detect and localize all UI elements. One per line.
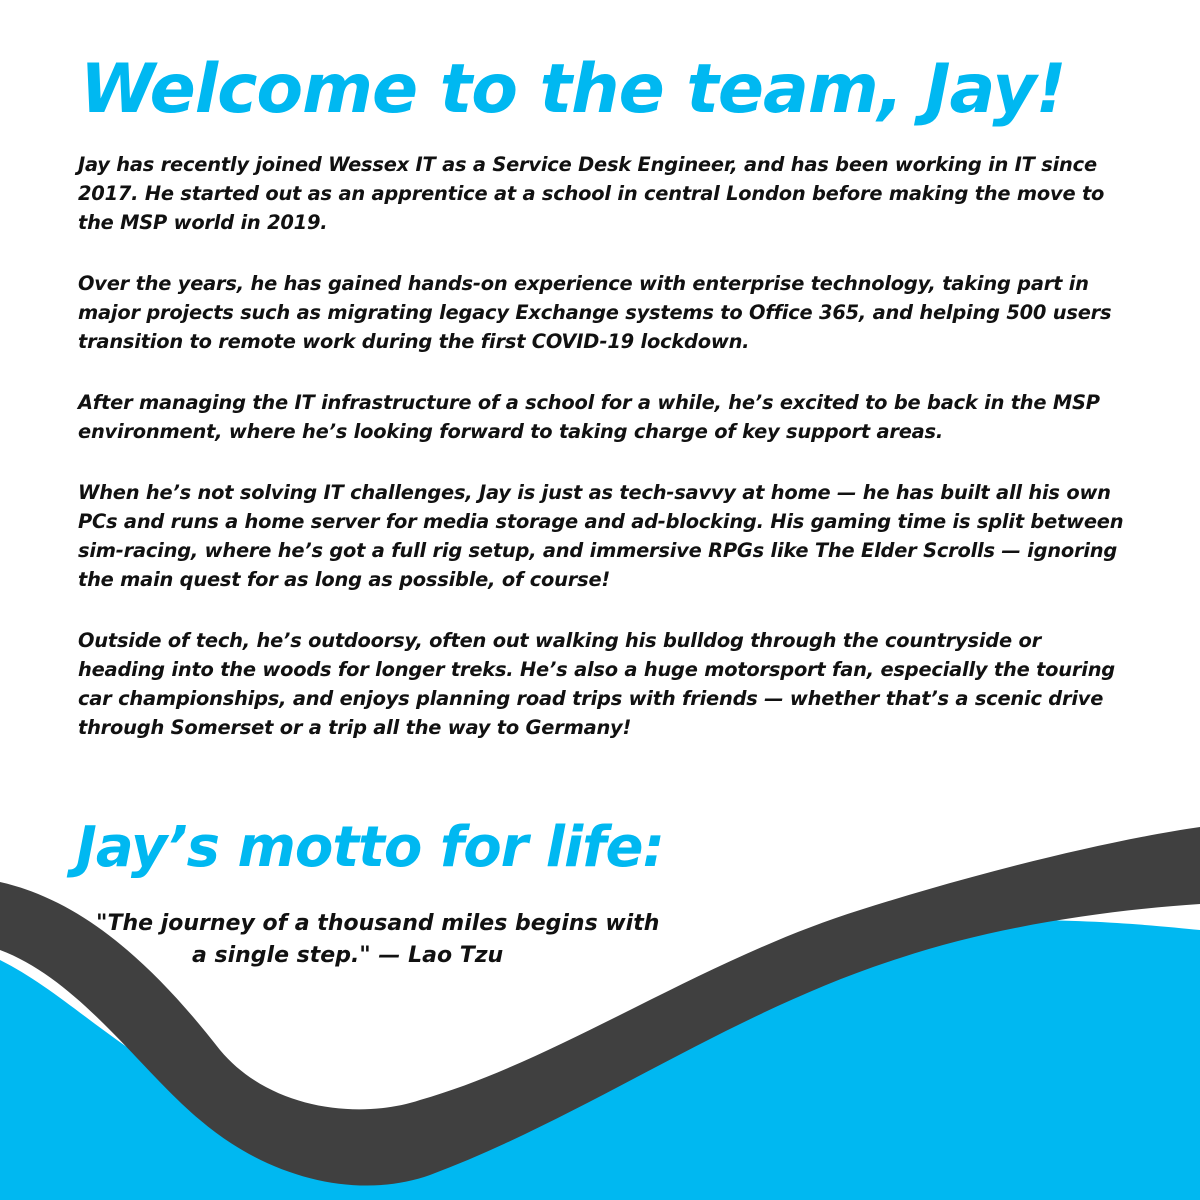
bio-paragraph-hobbies: When he’s not solving IT challenges, Jay is just as tech-savvy at home — he has built all his own PCs and runs a home server for media storage and ad-blocking. His gaming time is split between sim-racing, where he’s got a full rig setup, and immersive RPGs like The Elder Scrolls — ignoring the main quest for as long as possible, of course! bbox=[78, 481, 1124, 591]
quote-line-1: "The journey of a thousand miles begins with bbox=[96, 911, 660, 936]
bio-paragraph-experience: Over the years, he has gained hands-on experience with enterprise technology, taking part in major projects such as migrating legacy Exchange systems to Office 365, and helping 500 users transition to remote work during the first COVID-19 lockdown. bbox=[78, 272, 1112, 353]
quote-line-2: a single step." — Lao Tzu bbox=[192, 943, 504, 968]
bio-paragraph-role: Jay has recently joined Wessex IT as a Service Desk Engineer, and has been working in IT since 2017. He started out as an apprentice at a school in central London before making the move to the MSP world in 2019. bbox=[78, 153, 1105, 234]
bio-paragraph-outdoors: Outside of tech, he’s outdoorsy, often out walking his bulldog through the countryside or heading into the woods for longer treks. He’s also a huge motorsport fan, especially the touring car championships, and enjoys planning road trips with friends — whether that’s a scenic drive through Somerset or a trip all the way to Germany! bbox=[78, 629, 1115, 739]
bio-body bbox=[78, 150, 1128, 774]
page-title: Welcome to the team, Jay! bbox=[80, 50, 1066, 129]
bio-paragraph-return: After managing the IT infrastructure of a school for a while, he’s excited to be back in the MSP environment, where he’s looking forward to taking charge of key support areas. bbox=[78, 391, 1100, 443]
motto-quote bbox=[96, 908, 736, 972]
motto-heading: Jay’s motto for life: bbox=[76, 815, 664, 880]
